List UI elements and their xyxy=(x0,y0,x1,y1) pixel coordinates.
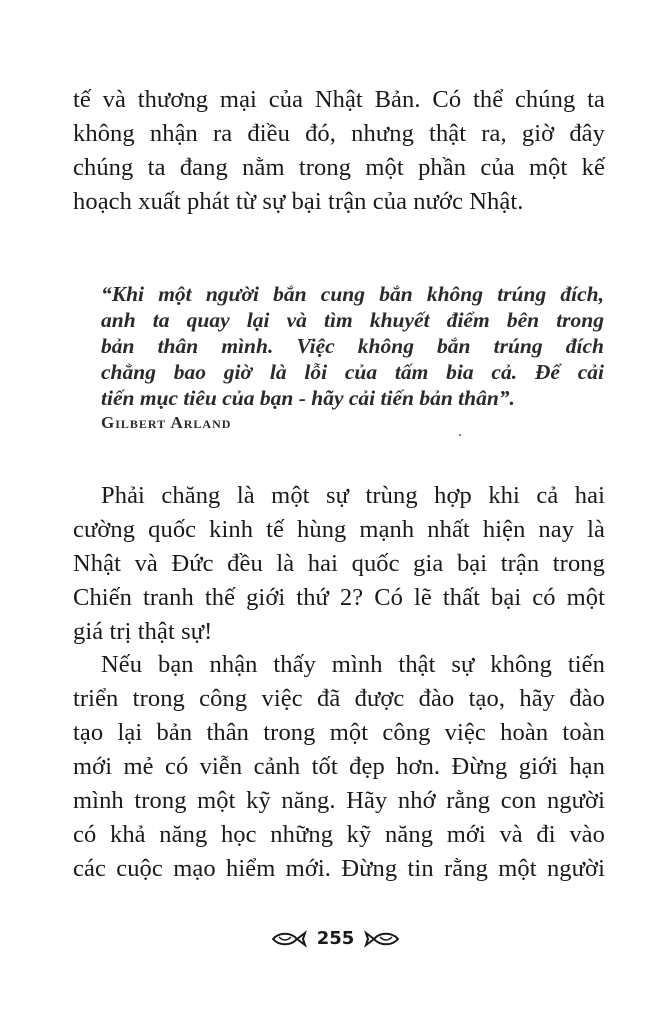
fish-ornament-icon xyxy=(362,930,402,948)
quote-author: Gilbert Arland xyxy=(101,413,232,432)
fish-ornament-icon xyxy=(269,930,309,948)
text-line: giá trị thật sự! xyxy=(73,618,213,645)
text-line: Phải chăng là một sự trùng hợp khi cả hai xyxy=(101,482,605,509)
text-line: các cuộc mạo hiểm mới. Đừng tin rằng một người xyxy=(73,855,605,882)
text-line: chúng ta đang nằm trong một phần của một kế xyxy=(73,154,605,181)
text-line: Nhật và Đức đều là hai quốc gia bại trận trong xyxy=(73,550,605,577)
paragraph-2 xyxy=(73,479,605,649)
text-line: mới mẻ có viễn cảnh tốt đẹp hơn. Đừng giới hạn xyxy=(73,753,605,780)
print-speck xyxy=(459,434,461,436)
page-number: 255 xyxy=(316,928,355,949)
text-line: tế và thương mại của Nhật Bản. Có thể chúng ta xyxy=(73,86,605,113)
text-line: Chiến tranh thế giới thứ 2? Có lẽ thất bại có một xyxy=(73,584,605,611)
quote-line: tiến mục tiêu của bạn - hãy cải tiến bản thân”. xyxy=(101,386,515,410)
text-line: có khả năng học những kỹ năng mới và đi vào xyxy=(73,821,605,848)
text-line: cường quốc kinh tế hùng mạnh nhất hiện nay là xyxy=(73,516,605,543)
quote-line: chẳng bao giờ là lỗi của tấm bia cả. Để cải xyxy=(101,360,604,384)
text-line: không nhận ra điều đó, nhưng thật ra, giờ đây xyxy=(73,120,605,147)
text-line: tạo lại bản thân trong một công việc hoàn toàn xyxy=(73,719,605,746)
text-line: hoạch xuất phát từ sự bại trận của nước Nhật. xyxy=(73,188,524,215)
text-line: Nếu bạn nhận thấy mình thật sự không tiến xyxy=(101,651,605,678)
page-footer xyxy=(0,928,671,949)
quote-line: “Khi một người bắn cung bắn không trúng đích, xyxy=(101,282,604,306)
paragraph-3 xyxy=(73,648,605,886)
quote-block xyxy=(101,281,604,411)
paragraph-1 xyxy=(73,83,605,219)
text-line: triển trong công việc đã được đào tạo, hãy đào xyxy=(73,685,605,712)
quote-line: anh ta quay lại và tìm khuyết điểm bên trong xyxy=(101,308,604,332)
quote-line: bản thân mình. Việc không bắn trúng đích xyxy=(101,334,604,358)
text-line: mình trong một kỹ năng. Hãy nhớ rằng con người xyxy=(73,787,605,814)
